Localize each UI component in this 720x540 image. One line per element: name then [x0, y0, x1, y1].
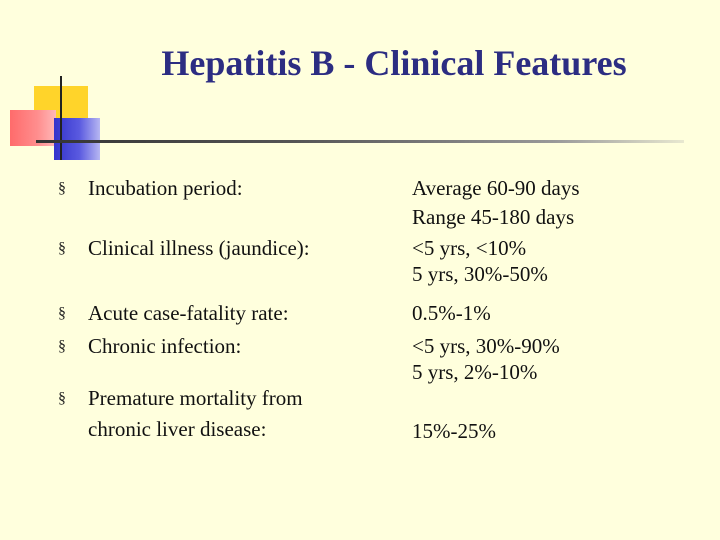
slide-title: Hepatitis B - Clinical Features	[161, 43, 627, 83]
feature-label-premature-mortality-line2: chronic liver disease:	[88, 417, 267, 441]
feature-label-clinical-illness: Clinical illness (jaundice):	[88, 236, 310, 260]
feature-value-chronic-infection-under5: <5 yrs, 30%-90%	[412, 334, 560, 358]
feature-label-case-fatality: Acute case-fatality rate:	[88, 301, 289, 325]
feature-value-clinical-illness-under5: <5 yrs, <10%	[412, 236, 527, 260]
feature-value-case-fatality: 0.5%-1%	[412, 301, 491, 325]
feature-label-incubation: Incubation period:	[88, 176, 243, 200]
bullet-icon: §	[58, 305, 66, 322]
decorative-vertical-line	[60, 76, 62, 160]
feature-value-incubation-average: Average 60-90 days	[412, 176, 580, 200]
bullet-icon: §	[58, 338, 66, 355]
bullet-icon: §	[58, 180, 66, 197]
feature-value-incubation-range: Range 45-180 days	[412, 205, 575, 229]
bullet-icon: §	[58, 390, 66, 407]
feature-label-premature-mortality-line1: Premature mortality from	[88, 386, 303, 410]
feature-value-chronic-infection-5yrs: 5 yrs, 2%-10%	[412, 360, 538, 384]
bullet-icon: §	[58, 240, 66, 257]
feature-value-premature-mortality: 15%-25%	[412, 419, 496, 443]
title-underline	[36, 140, 684, 143]
feature-value-clinical-illness-5yrs: 5 yrs, 30%-50%	[412, 262, 548, 286]
feature-label-chronic-infection: Chronic infection:	[88, 334, 242, 358]
